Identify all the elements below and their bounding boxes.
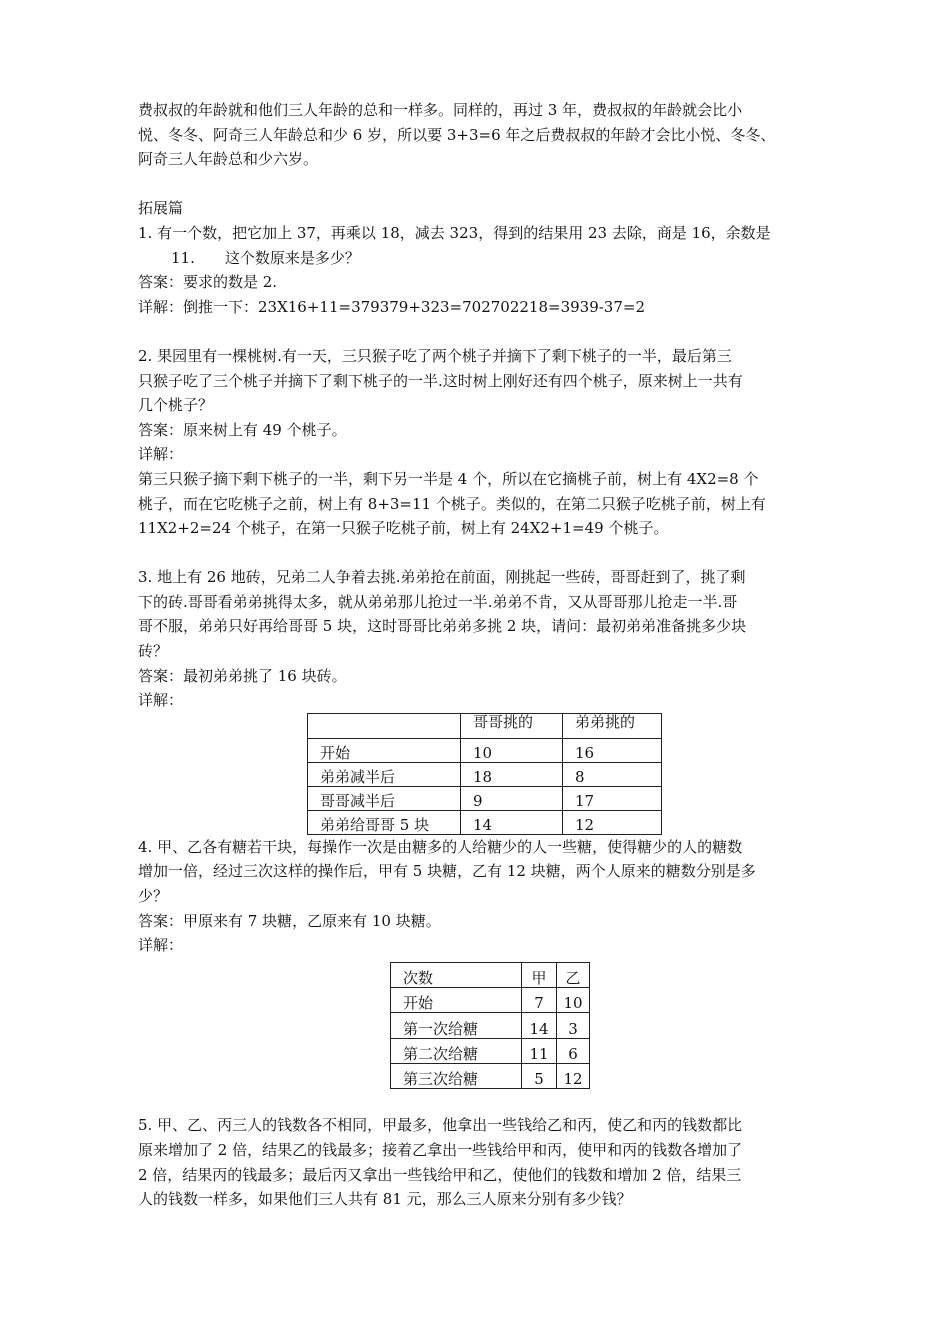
table-cell: 17 xyxy=(563,786,662,810)
document-page xyxy=(138,98,830,1212)
q5-text: 人的钱数一样多，如果他们三人共有 81 元，那么三人原来分别有多少钱？ xyxy=(138,1190,632,1209)
q2-detail: 桃子，而在它吃桃子之前，树上有 8+3=11 个桃子。类似的，在第二只猴子吃桃子前，树上有 xyxy=(138,494,766,513)
q4-detail-label: 详解： xyxy=(138,936,184,955)
table-header-row xyxy=(391,962,590,987)
q2-answer: 答案：原来树上有 49 个桃子。 xyxy=(138,420,347,439)
table-cell: 10 xyxy=(461,738,563,762)
table-header-cell: 次数 xyxy=(391,962,522,987)
table-row xyxy=(391,987,590,1012)
q2-text: 几个桃子？ xyxy=(138,396,214,415)
table-cell: 14 xyxy=(461,810,563,834)
q4-text: 少？ xyxy=(138,887,169,906)
table-cell: 第二次给糖 xyxy=(391,1038,522,1063)
q4-text: 增加一倍，经过三次这样的操作后，甲有 5 块糖，乙有 12 块糖，两个人原来的糖数分别是多 xyxy=(138,862,756,881)
q1-detail: 详解：倒推一下：23X16+11=379379+323=702702218=3939-37=2 xyxy=(138,297,646,316)
q5-text: 原来增加了 2 倍，结果乙的钱最多；接着乙拿出一些钱给甲和丙，使甲和丙的钱数各增加了 xyxy=(138,1141,743,1159)
q3-detail-label: 详解： xyxy=(138,691,184,710)
table-header-cell: 乙 xyxy=(557,962,590,987)
intro-line: 费叔叔的年龄就和他们三人年龄的总和一样多。同样的，再过 3 年，费叔叔的年龄就会比小 xyxy=(138,101,743,119)
table-cell: 8 xyxy=(563,762,662,786)
table-header-cell: 甲 xyxy=(522,962,557,987)
q2-detail: 第三只猴子摘下剩下桃子的一半，剩下另一半是 4 个，所以在它摘桃子前，树上有 4X2=8 个 xyxy=(138,469,759,488)
brick-table xyxy=(307,713,662,835)
q3-text: 3. 地上有 26 地砖，兄弟二人争着去挑.弟弟抢在前面，刚挑起一些砖，哥哥赶到了，挑了剩 xyxy=(138,568,746,587)
q2-detail: 11X2+2=24 个桃子，在第一只猴子吃桃子前，树上有 24X2+1=49 个桃子。 xyxy=(138,519,669,538)
q1-text: 1. 有一个数，把它加上 37，再乘以 18，减去 323，得到的结果用 23 去除，商是 16，余数是 xyxy=(138,223,771,242)
q3-answer: 答案：最初弟弟挑了 16 块砖。 xyxy=(138,666,347,685)
q3-text: 下的砖.哥哥看弟弟挑得太多，就从弟弟那儿抢过一半.弟弟不肯，又从哥哥那儿抢走一半.哥 xyxy=(138,592,738,611)
table-cell: 18 xyxy=(461,762,563,786)
table-row xyxy=(308,786,662,810)
table-header-cell: 弟弟挑的 xyxy=(563,713,662,738)
table-cell: 第一次给糖 xyxy=(391,1012,522,1038)
q5-text: 5. 甲、乙、丙三人的钱数各不相同，甲最多，他拿出一些钱给乙和丙，使乙和丙的钱数都比 xyxy=(138,1116,743,1135)
intro-line: 悦、冬冬、阿奇三人年龄总和少 6 岁，所以要 3+3=6 年之后费叔叔的年龄才会比小悦、冬冬、 xyxy=(138,125,776,144)
table-cell: 10 xyxy=(557,987,590,1012)
q3-text: 哥不服，弟弟只好再给哥哥 5 块，这时哥哥比弟弟多挑 2 块，请问：最初弟弟准备挑多少块 xyxy=(138,617,747,636)
q1-number: 11. xyxy=(171,248,195,267)
q2-text: 只猴子吃了三个桃子并摘下了剩下桃子的一半.这时树上刚好还有四个桃子，原来树上一共有 xyxy=(138,371,743,390)
table-cell: 弟弟减半后 xyxy=(308,762,461,786)
table-row xyxy=(391,1012,590,1038)
q1-text-cont xyxy=(138,246,830,271)
section-title: 拓展篇 xyxy=(138,199,184,218)
q4-answer: 答案：甲原来有 7 块糖，乙原来有 10 块糖。 xyxy=(138,911,441,930)
table-header-row xyxy=(308,713,662,738)
table-cell: 5 xyxy=(522,1063,557,1088)
q1-answer: 答案：要求的数是 2. xyxy=(138,273,278,292)
table-cell: 3 xyxy=(557,1012,590,1038)
table-cell: 11 xyxy=(522,1038,557,1063)
table-row xyxy=(308,738,662,762)
q2-text: 2. 果园里有一棵桃树.有一天，三只猴子吃了两个桃子并摘下了剩下桃子的一半，最后第三 xyxy=(138,346,732,365)
table-cell: 12 xyxy=(557,1063,590,1088)
table-cell: 开始 xyxy=(308,738,461,762)
table-row xyxy=(308,762,662,786)
table-header-cell xyxy=(308,713,461,738)
q2-detail-label: 详解： xyxy=(138,445,184,464)
q3-text: 砖？ xyxy=(138,642,169,661)
table-cell: 哥哥减半后 xyxy=(308,786,461,810)
table-row xyxy=(391,1038,590,1063)
table-cell: 14 xyxy=(522,1012,557,1038)
q4-text: 4. 甲、乙各有糖若干块，每操作一次是由糖多的人给糖少的人一些糖，使得糖少的人的糖数 xyxy=(138,837,743,856)
table-cell: 开始 xyxy=(391,987,522,1012)
table-cell: 16 xyxy=(563,738,662,762)
table-cell: 7 xyxy=(522,987,557,1012)
table-cell: 弟弟给哥哥 5 块 xyxy=(308,810,461,834)
intro-line: 阿奇三人年龄总和少六岁。 xyxy=(138,150,319,169)
table-cell: 9 xyxy=(461,786,563,810)
table-cell: 第三次给糖 xyxy=(391,1063,522,1088)
candy-table xyxy=(390,962,590,1089)
table-row xyxy=(391,1063,590,1088)
q5-text: 2 倍，结果丙的钱最多；最后丙又拿出一些钱给甲和乙，使他们的钱数和增加 2 倍，结果三 xyxy=(138,1165,742,1184)
q1-question: 这个数原来是多少？ xyxy=(224,248,360,267)
table-cell: 12 xyxy=(563,810,662,834)
table-header-cell: 哥哥挑的 xyxy=(461,713,563,738)
table-cell: 6 xyxy=(557,1038,590,1063)
table-row xyxy=(308,810,662,834)
